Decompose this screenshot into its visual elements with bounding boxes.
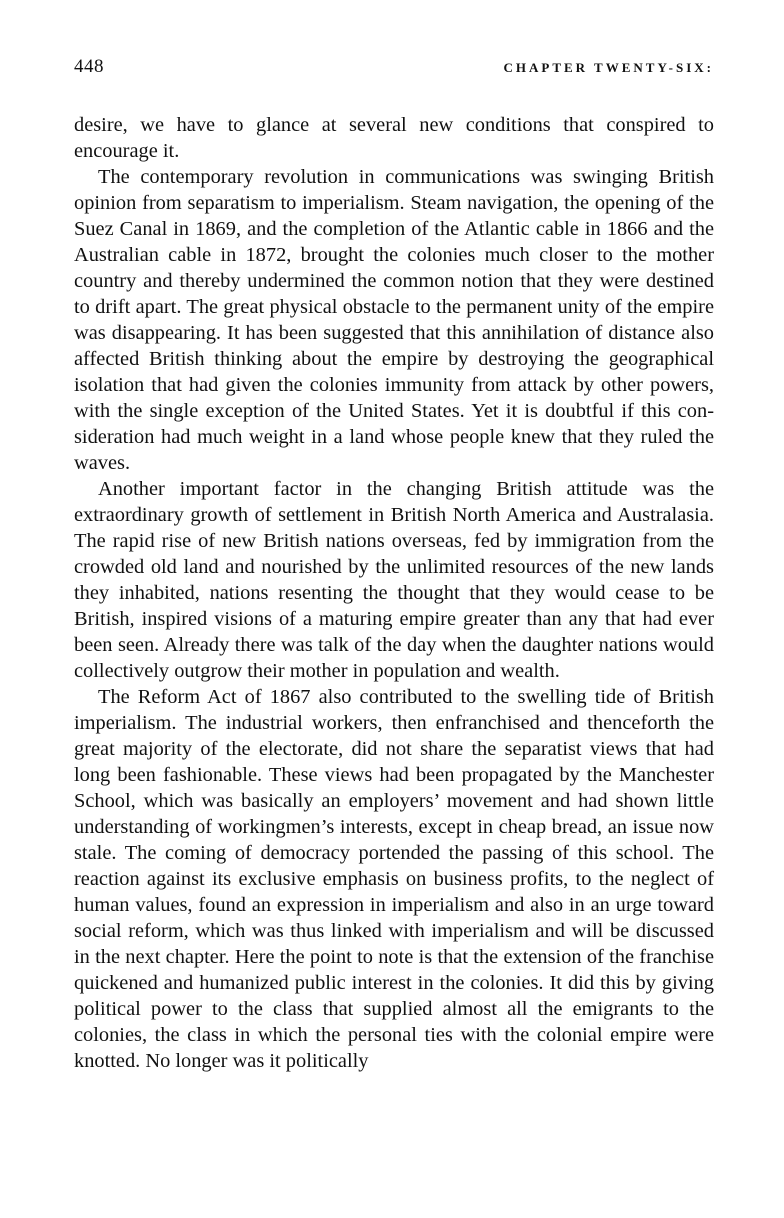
paragraph-communications: The contemporary revolution in communications was swinging British opinion from separatism to imperialism. Steam navigation, the opening of the Suez Canal in 1869, and the completion of the Atlantic cable in 1866 and the Australian cable in 1872, brought the colonies much closer to the mother country and thereby undermined the common notion that they were destined to drift apart. The great physical obstacle to the permanent unity of the empire was disappearing. It has been suggested that this annihilation of distance also affected British thinking about the empire by destroying the geographical isolation that had given the colonies immunity from attack by other powers, with the single exception of the United States. Yet it is doubtful if this consideration had much weight in a land whose people knew that they ruled the waves.	[74, 166, 714, 474]
book-page	[74, 56, 714, 1074]
paragraph-settlement-growth: Another important factor in the changing British attitude was the extraordinary growth of settlement in British North America and Australasia. The rapid rise of new British nations overseas, fed by immigration from the crowded old land and nourished by the unlimited resources of the new lands they inhabited, nations resenting the thought that they would cease to be British, inspired visions of a maturing empire greater than any that had ever been seen. Already there was talk of the day when the daughter nations would collectively outgrow their mother in population and wealth.	[74, 478, 714, 682]
paragraph-continuation: desire, we have to glance at several new conditions that conspired to encourage it.	[74, 114, 714, 162]
paragraph-reform-act: The Reform Act of 1867 also contributed to the swelling tide of British imperialism. The industrial workers, then enfranchised and thenceforth the great majority of the electorate, did not share the separatist views that had long been fashionable. These views had been propagated by the Manchester School, which was basically an employers’ movement and had shown little understanding of workingmen’s interests, except in cheap bread, an issue now stale. The coming of democracy portended the passing of this school. The reaction against its exclusive emphasis on business profits, to the neglect of human values, found an expression in imperialism and also in an urge toward social reform, which was thus linked with imperialism and will be discussed in the next chapter. Here the point to note is that the extension of the franchise quickened and humanized public interest in the colonies. It did this by giving political power to the class that supplied almost all the emigrants to the colonies, the class in which the personal ties with the colonial empire were knotted. No longer was it politically	[74, 686, 714, 1072]
running-head	[74, 56, 714, 96]
body-text	[74, 112, 714, 1074]
chapter-heading: CHAPTER TWENTY-SIX:	[503, 60, 714, 75]
page-number: 448	[74, 56, 104, 77]
